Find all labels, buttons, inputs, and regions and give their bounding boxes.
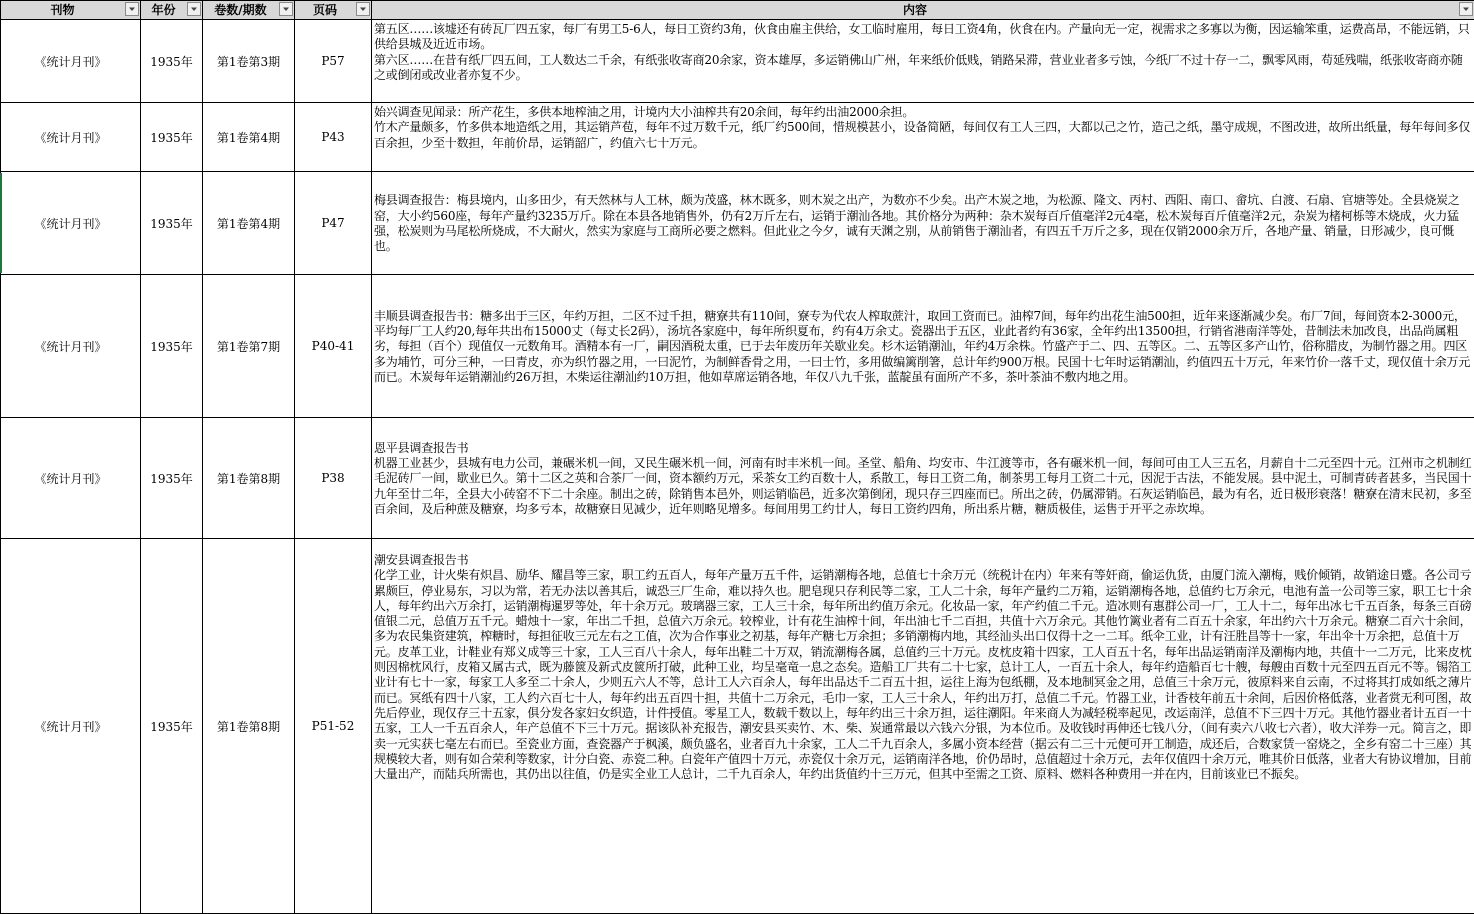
cell-issue[interactable]: 第1卷第8期 <box>203 539 295 914</box>
table-row <box>1 20 1474 103</box>
content-paragraph: 丰顺县调查报告书：糖多出于三区，年约万担，二区不过千担，糖寮共有110间，寮专为代农人榨取蔗汁，取回工资而已。油榨7间，每年约出花生油500担，近年来逐渐减少矣。布厂7间，每间资本2-3000元，平均每厂工人约20,每年共出布15000丈（每丈长2码），汤坑各家庭中，每年所织夏布，约有4万余丈。瓷器出于五区，业此者约有36家，全年约出13500担，行销省港南洋等处，昔制法未加改良，出品尚属粗劣，每担（百个）现值仅一元数角耳。酒精本有一厂，嗣因酒税太重，已于去年废历年关歇业矣。杉木运销潮汕，年约4万余株。竹盛产于二、四、五等区。二、五等区多产山竹，俗称腊皮，为制竹器之用。四区多为埔竹，可分三种，一曰青皮，亦为织竹器之用，一曰泥竹，为制鲜香骨之用，一曰士竹，多用做编篱削箸，总计年约900万根。民国十七年时运销潮汕，约值四五十万元，年来竹价一落千丈，现仅值十余万元而已。木炭每年运销潮汕约26万担，木柴运往潮汕约10万担，他如草席运销各地，年仅八九千张，蓝靛虽有面所产不多，茶叶茶油不敷内地之用。 <box>374 309 1472 385</box>
cell-page[interactable]: P40-41 <box>295 275 372 418</box>
content-paragraph: 梅县调查报告：梅县境内，山多田少，有天然林与人工林，颇为茂盛，林木既多，则木炭之出产，为数亦不少矣。出产木炭之地，为松源、隆文、丙村、西阳、南口、畲坑、白渡、石扇、官塘等处。全县烧炭之窑，大小约560座，每年产量约3235万斤。除在本县各地销售外，仍有2万斤左右，运销于潮汕各地。其价格分为两种：杂木炭每百斤值毫洋2元4毫，松木炭每百斤值毫洋2元，杂炭为楮柯栎等木烧成，火力猛强，松炭则为马尾松所烧成，不大耐火，然实为家庭与工商所必要之燃料。但此业之今夕，诚有天渊之别，从前销售于潮汕者，有四五千万斤之多，现在仅销2000余万斤，各地产量、销量，日形减少，良可慨也。 <box>374 193 1472 254</box>
cell-issue[interactable]: 第1卷第7期 <box>203 275 295 418</box>
content-paragraph: 潮安县调查报告书 <box>374 553 1472 568</box>
cell-issue[interactable]: 第1卷第8期 <box>203 418 295 539</box>
header-label: 刊物 <box>50 3 90 17</box>
cell-publication[interactable]: 《统计月刊》 <box>1 418 141 539</box>
cell-year[interactable]: 1935年 <box>141 172 203 275</box>
cell-year[interactable]: 1935年 <box>141 20 203 103</box>
cell-page[interactable]: P43 <box>295 103 372 172</box>
header-content[interactable] <box>372 1 1474 20</box>
cell-issue[interactable]: 第1卷第4期 <box>203 172 295 275</box>
cell-publication[interactable]: 《统计月刊》 <box>1 172 141 275</box>
content-paragraph: 始兴调查见闻录：所产花生，多供本地榨油之用，计境内大小油榨共有20余间，每年约出油2000余担。 <box>374 105 1472 120</box>
header-row <box>1 1 1474 20</box>
cell-content[interactable] <box>372 418 1474 539</box>
header-label: 年份 <box>151 3 191 17</box>
cell-issue[interactable]: 第1卷第4期 <box>203 103 295 172</box>
cell-year[interactable]: 1935年 <box>141 275 203 418</box>
cell-content[interactable] <box>372 275 1474 418</box>
cell-page[interactable]: P47 <box>295 172 372 275</box>
cell-publication[interactable]: 《统计月刊》 <box>1 539 141 914</box>
cell-content[interactable] <box>372 20 1474 103</box>
cell-page[interactable]: P51-52 <box>295 539 372 914</box>
header-page[interactable] <box>295 1 372 20</box>
selection-edge <box>0 173 2 273</box>
cell-year[interactable]: 1935年 <box>141 418 203 539</box>
cell-publication[interactable]: 《统计月刊》 <box>1 275 141 418</box>
filter-dropdown-icon[interactable] <box>356 2 370 16</box>
cell-year[interactable]: 1935年 <box>141 103 203 172</box>
content-paragraph: 第五区……该墟还有砖瓦厂四五家，每厂有男工5-6人，每日工资约3角，伙食由雇主供给，女工临时雇用，每日工资4角，伙食在内。产量向无一定，视需求之多寡以为衡，因运输笨重，运费高昂，不能远销，只供给县城及近近市场。 <box>374 22 1472 53</box>
content-paragraph: 第六区……在昔有纸厂四五间，工人数达二千余，有纸张收寄商20余家，资本雄厚，多运销佛山广州，年来纸价低贱，销路呆滞，营业业者多亏蚀，今纸厂不过十存一二，飘零风雨，苟延残喘，纸张收寄商亦随之或倒闭或改业者亦复不少。 <box>374 53 1472 84</box>
content-paragraph: 化学工业，计火柴有炽昌、励华、耀昌等三家，职工约五百人，每年产量万五千件，运销潮梅各地，总值七十余万元（统税计在内）年来有等奸商，偷运仇货，由厦门流入潮梅，贱价倾销，故销途日蹙。各公司亏累颇巨，停业易东，习以为常，若无办法以善其后，诚恐三厂生命，难以持久也。肥皂现只存利民等二家，工人二十余，每年产量约二万箱，运销潮梅各地，总值约七万余元，电池有盖一公司等三家，职工七十余人，每年约出六万余打，运销潮梅暹罗等处，年十余万元。玻璃器三家，工人三十余，每年所出约值万余元。化妆品一家，年产约值二千元。造冰则有惠群公司一厂，工人十二，每年出冰七千五百条，每条三百磅值银二元，总值万五千元。蜡烛十一家，年出二千担，总值六万余元。较榨业，计有花生油榨十间，年出油七千二百担，共值十六万余元。其他竹篱业者有二百五十余家，年出约六十万余元。糖寮二百六十余间，多为农民集资建筑，榨糖时，每担征收三元左右之工值，次为合作事业之初基，每年产糖七万余担；多销潮梅内地，其经汕头出口仅得十之一二耳。纸伞工业，计有汪胜昌等十一家，年出伞十万余把，总值十万元。皮革工业，计鞋业有郑义成等三十家，工人三百八十余人，每年出鞋二十万双，销流潮梅各属，总值约三十万元。皮枕皮箱十四家，工人百五十名，每年出品运销南洋及潮梅内地，共值十一二万元，比来皮枕则因棉枕风行，皮箱又属古式，既为藤篋及新式皮篋所打破，此种工业，均呈毫竜一息之态矣。造船工厂共有二十七家，总计工人，一百五十余人，每年约造船百七十艘，每艘由百数十元至四五百元不等。锡箔工业计有七十一家，每家工人多至二十余人，少则五六人不等，总计工人六百余人，每年出品达千二百五十担，运往上海为包纸棚，及本地制冥金之用，总值三十余万元，彼原料来自云南，不过将其打成如纸之薄片而已。冥纸有四十八家，工人约六百七十人，每年约出五百四十担，共值十二万余元，毛巾一家，工人三十余人，年约出万打，总值二千元。竹器工业，计香枝年前五十余间，后因价格低落，业者赏无利可图，故先后停业，现仅存三十五家，俱分发各家妇女织造，计件授值。零星工人，数载千数以上，每年约出三十余万担，运往潮阳。年来商人为减轻税率起见，改运南洋，总值不下三四十万元。其他竹器业者计五百一十五家，工人一千五百余人，年产总值不下三十万元。据该队补充报告，潮安县买卖竹、木、柴、炭通常最以六钱六分银，为本位币。及收钱时再伸还七钱八分，（间有卖六八收七六者），收大洋券一元。简言之，即卖一元实获七毫左右而已。至瓷业方面，查瓷器产于枫溪，颇负盛名，业者百九十余家，工人二千九百余人，多属小资本经营（据云有二三十元便可开工制造，成还后，合数家赁一窑烧之，全乡有窑二十三座）其规模较大者，则有如合荣利等数家，计分白瓷、赤瓷二种。白瓷年产值四十万元，赤瓷仅十余万元，运销南洋各地，价仍昂时，总值超过十余万元，去年仅值四十余万元，唯其价日低落，业者大有协议增加，目前大量出产，而陆兵所需也，其仍出以往值，仍是实全业工人总计，二千九百余人，年约出货值约十三万元，但其中至需之工资、原料、燃料各种费用一并在内，目前该业已不振矣。 <box>374 568 1472 782</box>
cell-issue[interactable]: 第1卷第3期 <box>203 20 295 103</box>
filter-dropdown-icon[interactable] <box>125 2 139 16</box>
header-label: 内容 <box>903 3 943 17</box>
header-year[interactable] <box>141 1 203 20</box>
filter-dropdown-icon[interactable] <box>1459 2 1473 16</box>
cell-page[interactable]: P57 <box>295 20 372 103</box>
table-row <box>1 172 1474 275</box>
cell-content[interactable] <box>372 103 1474 172</box>
content-paragraph: 竹木产量颇多，竹多供本地造纸之用，其运销芦苞，每年不过万数千元，纸厂约500间，惜规模甚小，设备简陋，每间仅有工人三四，大都以己之竹，造己之纸，墨守成规，不图改进，故所出纸量，每年每间多仅百余担，少至十数担，年前价昂，运销韶广，约值六七十万元。 <box>374 120 1472 151</box>
content-paragraph: 恩平县调查报告书 <box>374 441 1472 456</box>
cell-content[interactable] <box>372 539 1474 914</box>
cell-publication[interactable]: 《统计月刊》 <box>1 20 141 103</box>
header-publication[interactable] <box>1 1 141 20</box>
header-issue[interactable] <box>203 1 295 20</box>
header-label: 卷数/期数 <box>214 3 282 17</box>
table-row <box>1 418 1474 539</box>
header-label: 页码 <box>313 3 353 17</box>
cell-year[interactable]: 1935年 <box>141 539 203 914</box>
filter-dropdown-icon[interactable] <box>187 2 201 16</box>
cell-publication[interactable]: 《统计月刊》 <box>1 103 141 172</box>
cell-content[interactable] <box>372 172 1474 275</box>
table-row <box>1 275 1474 418</box>
filter-dropdown-icon[interactable] <box>279 2 293 16</box>
cell-page[interactable]: P38 <box>295 418 372 539</box>
table-row <box>1 539 1474 914</box>
table-row <box>1 103 1474 172</box>
content-paragraph: 机器工业甚少，县城有电力公司，兼碾米机一间，又民生碾米机一间，河南有时丰米机一间。圣堂、船角、均安市、牛江渡等市，各有碾米机一间，每间可由工人三五名，月薪自十二元至四十元。江州市之机制红毛泥砖厂一间，歇业已久。第十二区之英和合茶厂一间，资本额约万元，采茶女工约百数十人，系散工，每日工资二角，制茶男工每月工资二十元，因泥于古法，不能发展。县中泥土，可制青砖者甚多，当民国十九年至廿二年，全县大小砖窑不下二十余座。制出之砖，除销售本邑外，则运销临邑，近多次第倒闭，现只存三四座而已。所出之砖，仍属滞销。石灰运销临邑，最为有名，近日极形衰落！糖寮在清末民初，多至百余间，及后种蔗及糖寮，均多亏本，故糖寮日见减少，近年则略见增多。每间用男工约廿人，每日工资约四角，所出系片糖，糖质极佳，运售于开平之赤坎埠。 <box>374 456 1472 517</box>
